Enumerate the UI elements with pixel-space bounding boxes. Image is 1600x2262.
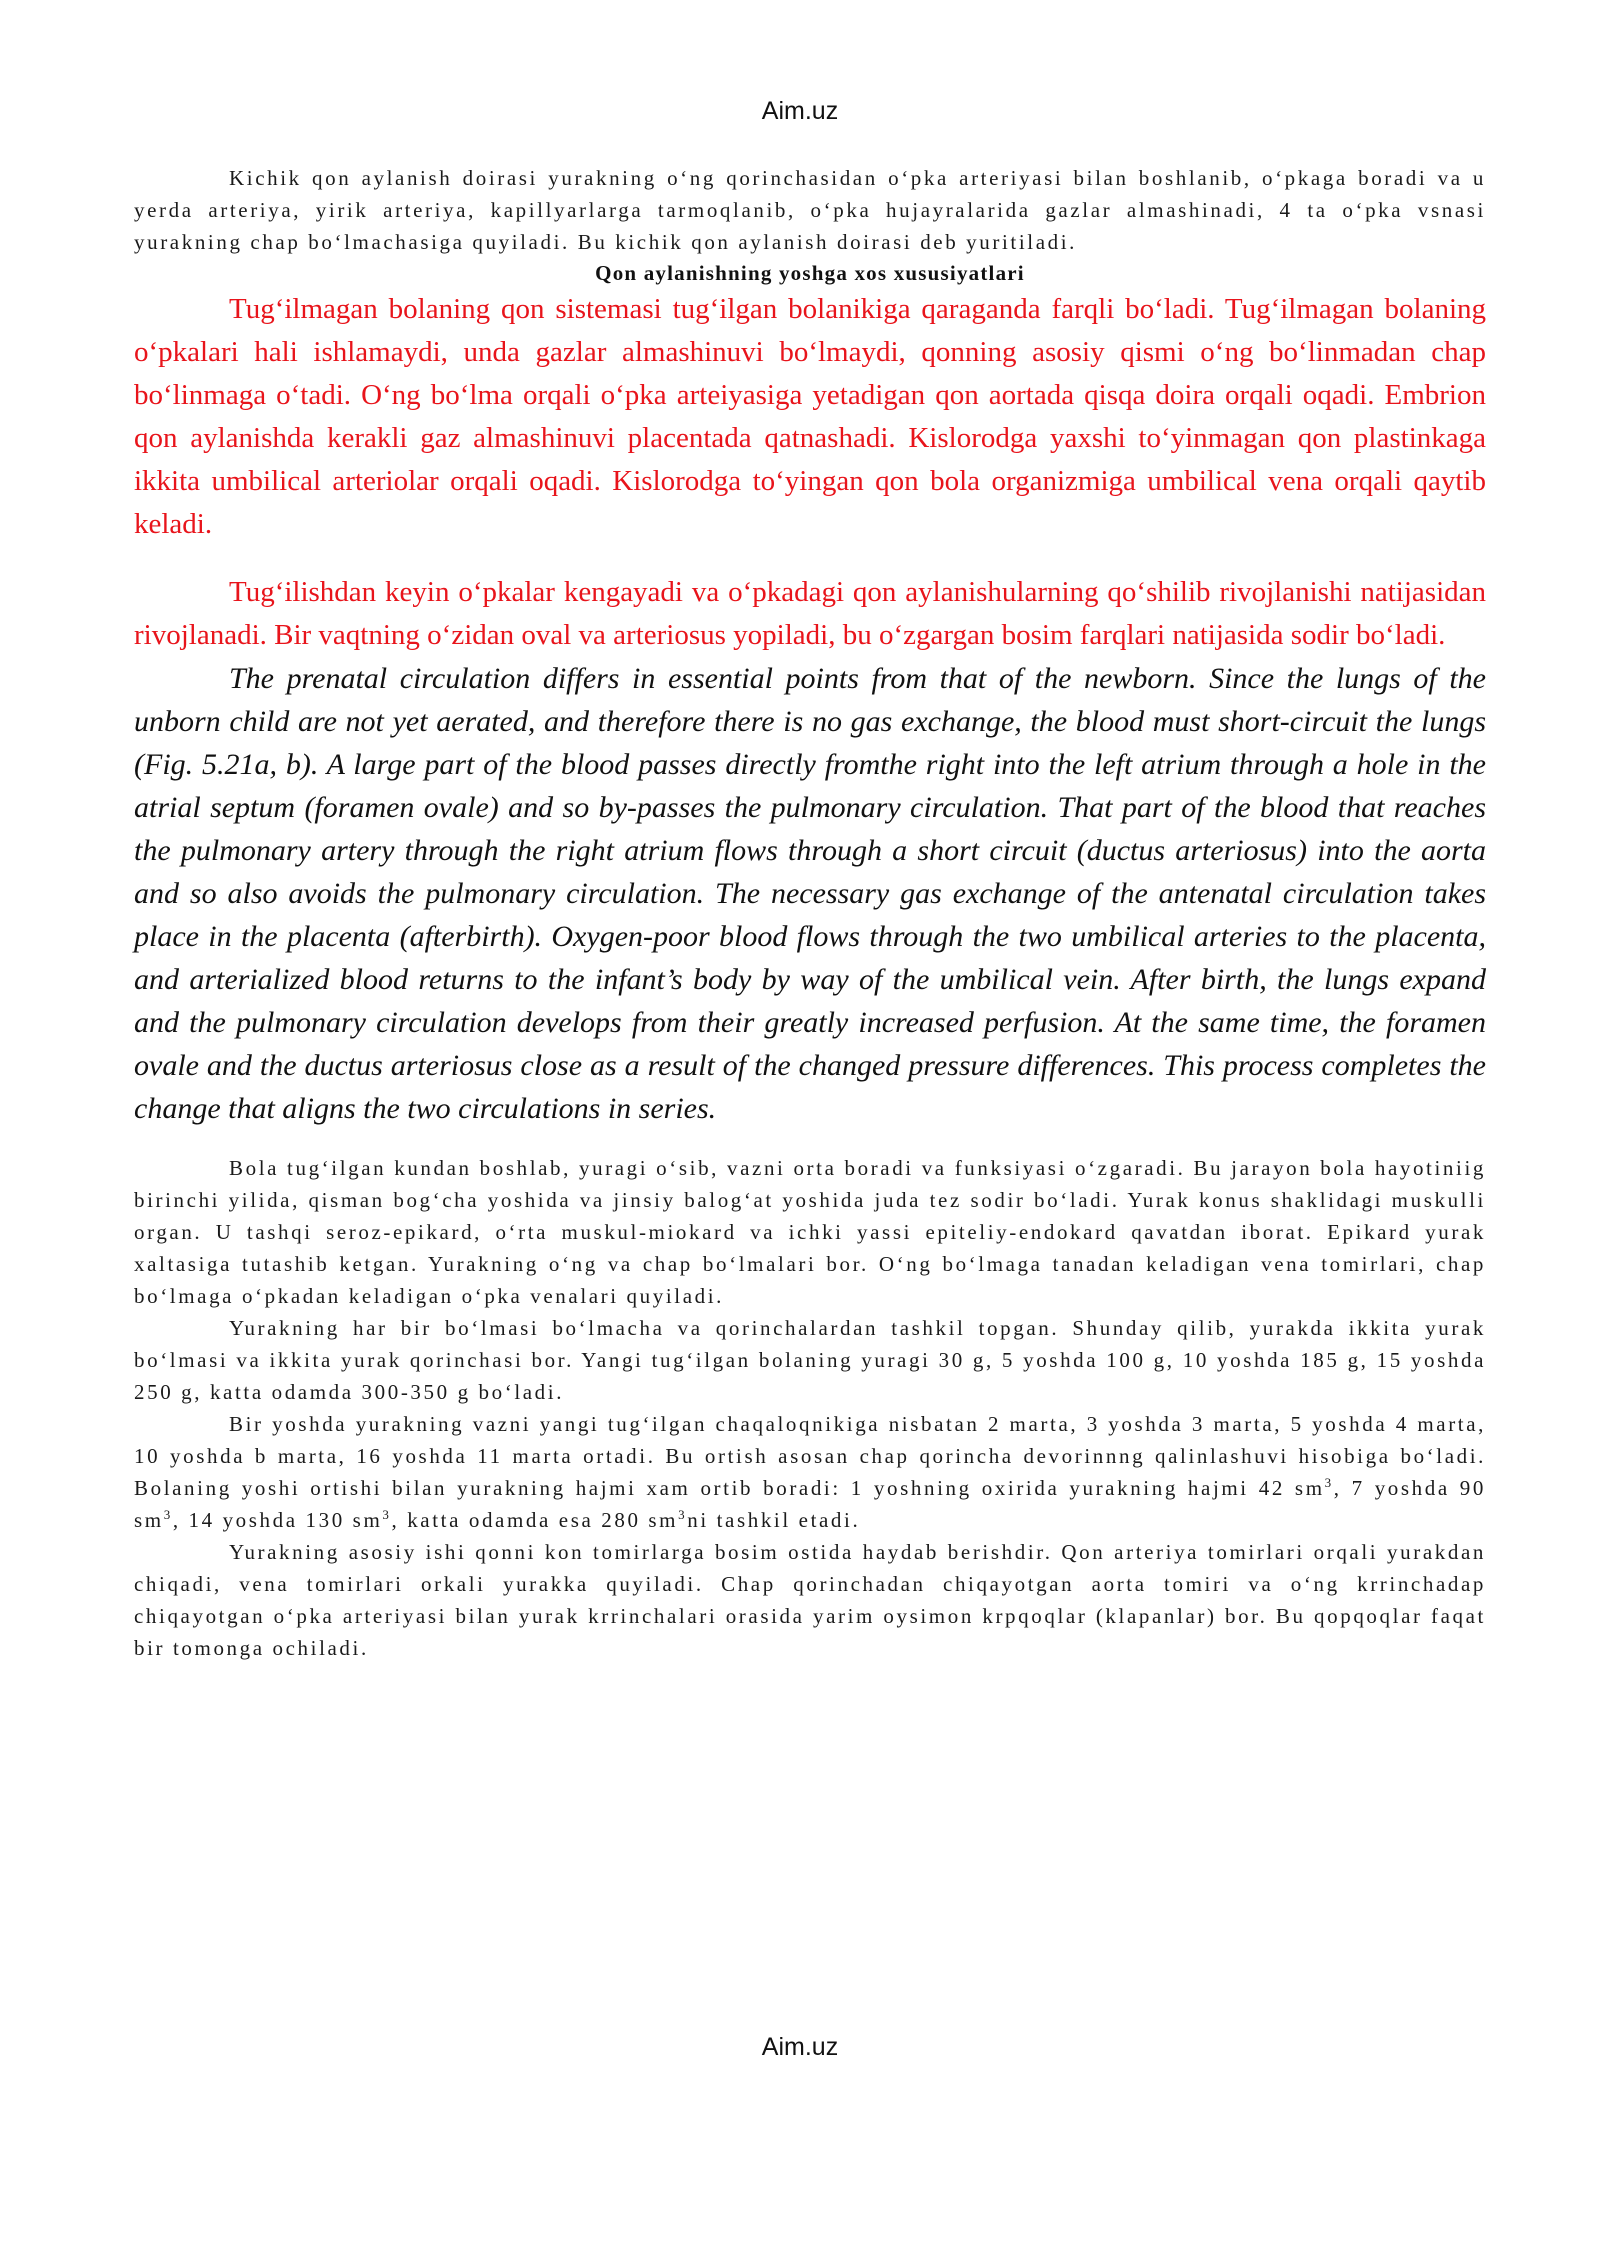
paragraph-heart-growth: Bola tug‘ilgan kundan boshlab, yuragi o‘sib, vazni orta boradi va funksiyasi o‘zgaradi. Bu jarayon bola hayotiniig birinchi yilida, qisman bog‘cha yoshida va jinsiy balog‘at yoshida juda tez sodir bo‘ladi. Yurak konus shaklidagi muskulli organ. U tashqi seroz-epikard, o‘rta muskul-miokard va ichki yassi epiteliy-endokard qavatdan iborat. Epikard yurak xaltasiga tutashib ketgan. Yurakning o‘ng va chap bo‘lmalari bor. O‘ng bo‘lmaga tanadan keladigan vena tomirlari, chap bo‘lmaga o‘pkadan keladigan o‘pka venalari quyiladi. bbox=[134, 1156, 1486, 1308]
heart-weight-text-2: , 7 yoshda 90 sm bbox=[134, 1476, 1486, 1532]
paragraph-heart-function: Yurakning asosiy ishi qonni kon tomirlarga bosim ostida haydab berishdir. Qon arteriya tomirlari orqali yurakdan chiqadi, vena tomirlari orkali yurakka quyiladi. Chap qorinchadan chiqayotgan aorta tomiri va o‘ng krrinchadap chiqayotgan o‘pka arteriyasi bilan yurak krrinchalari orasida yarim oysimon krpqoqlar (klapanlar) bor. Bu qopqoqlar faqat bir tomonga ochiladi. bbox=[134, 1540, 1486, 1660]
paragraph-english-prenatal: The prenatal circulation differs in essential points from that of the newborn. Since the lungs of the unborn child are not yet aerated, and therefore there is no gas exchange, the blood must short-circuit the lungs (Fig. 5.21a, b). A large part of the blood passes directly fromthe right into the left atrium through a hole in the atrial septum (foramen ovale) and so by-passes the pulmonary circulation. That part of the blood that reaches the pulmonary artery through the right atrium flows through a short circuit (ductus arteriosus) into the aorta and so also avoids the pulmonary circulation. The necessary gas exchange of the antenatal circulation takes place in the placenta (afterbirth). Oxygen-poor blood flows through the two umbilical arteries to the placenta, and arterialized blood returns to the infant’s body by way of the umbilical vein. After birth, the lungs expand and the pulmonary circulation develops from their greatly increased perfusion. At the same time, the foramen ovale and the ductus arteriosus close as a result of the changed pressure differences. This process completes the change that aligns the two circulations in series. bbox=[134, 662, 1486, 1125]
heart-weight-text-3: , 14 yoshda 130 sm bbox=[172, 1508, 383, 1532]
page-footer: Aim.uz bbox=[761, 2033, 839, 2061]
paragraph-heart-chambers: Yurakning har bir bo‘lmasi bo‘lmacha va qorinchalardan tashkil topgan. Shunday qilib, yurakda ikkita yurak bo‘lmasi va ikkita yurak qorinchasi bor. Yangi tug‘ilgan bolaning yuragi 30 g, 5 yoshda 100 g, 10 yoshda 185 g, 15 yoshda 250 g, katta odamda 300-350 g bo‘ladi. bbox=[134, 1316, 1486, 1404]
document-body bbox=[134, 162, 1486, 1664]
superscript-3: 3 bbox=[382, 1507, 392, 1522]
heart-weight-text-5: ni tashkil etadi. bbox=[687, 1508, 861, 1532]
superscript-3: 3 bbox=[163, 1507, 173, 1522]
page-header: Aim.uz bbox=[761, 97, 839, 125]
section-heading: Qon aylanishning yoshga xos xususiyatlari bbox=[595, 261, 1025, 285]
paragraph-heart-weight bbox=[134, 1408, 1486, 1536]
superscript-3: 3 bbox=[678, 1507, 688, 1522]
paragraph-red-after-birth: Tug‘ilishdan keyin o‘pkalar kengayadi va o‘pkadagi qon aylanishularning qo‘shilib rivojlanishi natijasidan rivojlanadi. Bir vaqtning o‘zidan oval va arteriosus yopiladi, bu o‘zgargan bosim farqlari natijasida sodir bo‘ladi. bbox=[134, 576, 1486, 651]
heart-weight-text-1: Bir yoshda yurakning vazni yangi tug‘ilgan chaqaloqnikiga nisbatan 2 marta, 3 yoshda 3 marta, 5 yoshda 4 marta, 10 yoshda b marta, 16 yoshda 11 marta ortadi. Bu ortish asosan chap qorincha devorinnng qalinlashuvi hisobiga bo‘ladi. Bolaning yoshi ortishi bilan yurakning hajmi xam ortib boradi: 1 yoshning oxirida yurakning hajmi 42 sm bbox=[134, 1412, 1486, 1500]
heart-weight-text-4: , katta odamda esa 280 sm bbox=[391, 1508, 679, 1532]
superscript-3: 3 bbox=[1324, 1475, 1334, 1490]
paragraph-small-circulation: Kichik qon aylanish doirasi yurakning o‘ng qorinchasidan o‘pka arteriyasi bilan boshlanib, o‘pkaga boradi va u yerda arteriya, yirik arteriya, kapillyarlarga tarmoqlanib, o‘pka hujayralarida gazlar almashinadi, 4 ta o‘pka vsnasi yurakning chap bo‘lmachasiga quyiladi. Bu kichik qon aylanish doirasi deb yuritiladi. bbox=[134, 166, 1486, 254]
paragraph-red-fetal-circulation: Tug‘ilmagan bolaning qon sistemasi tug‘ilgan bolanikiga qaraganda farqli bo‘ladi. Tug‘ilmagan bolaning o‘pkalari hali ishlamaydi, unda gazlar almashinuvi bo‘lmaydi, qonning asosiy qismi o‘ng bo‘linmadan chap bo‘linmaga o‘tadi. O‘ng bo‘lma orqali o‘pka arteiyasiga yetadigan qon aortada qisqa doira orqali oqadi. Embrion qon aylanishda kerakli gaz almashinuvi placentada qatnashadi. Kislorodga yaxshi to‘yinmagan qon plastinkaga ikkita umbilical arteriolar orqali oqadi. Kislorodga to‘yingan qon bola organizmiga umbilical vena orqali qaytib keladi. bbox=[134, 293, 1486, 540]
